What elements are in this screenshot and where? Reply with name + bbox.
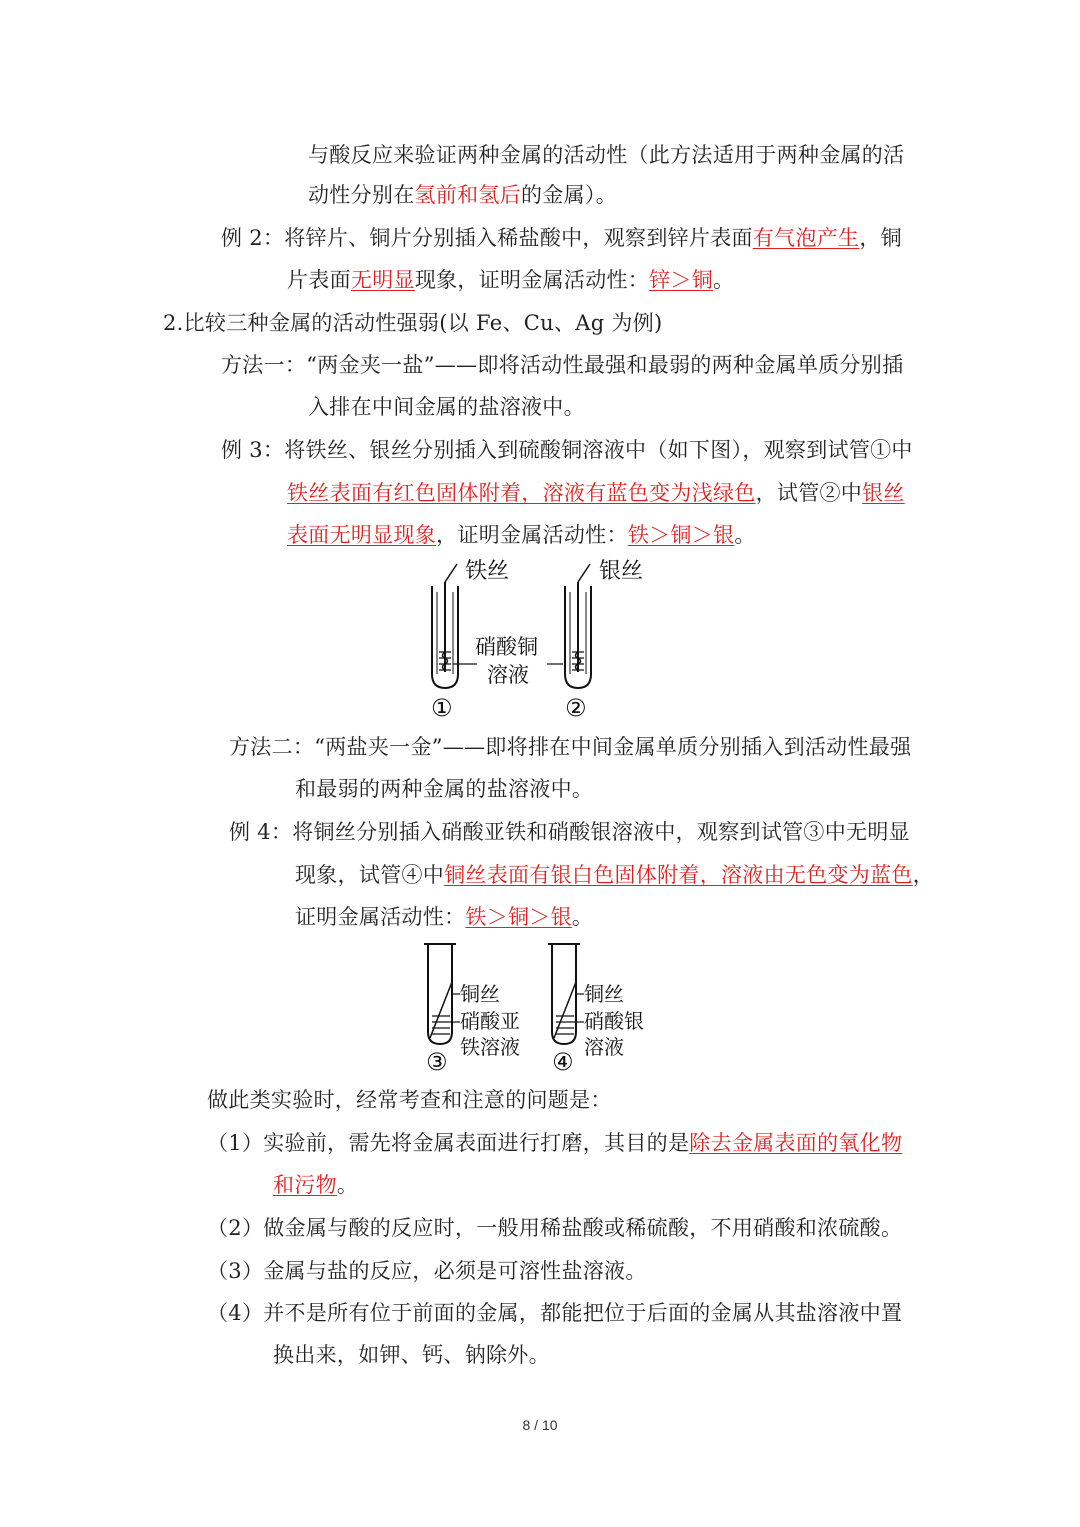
method-line [221,350,903,380]
label-iron-wire: 铁丝 [465,559,510,584]
text-span: 2.比较三种金属的活动性强弱(以 Fe、Cu、Ag 为例) [163,311,663,335]
text-span: ，证明金属活动性： [436,523,628,547]
text-span: 与酸反应来验证两种金属的活动性（此方法适用于两种金属的活 [308,143,905,167]
label-copper-wire: 铜丝 [584,982,624,1006]
text-span: （1）实验前，需先将金属表面进行打磨，其目的是 [207,1131,690,1155]
text-span: 证明金属活动性： [295,905,466,929]
text-line [287,265,734,295]
label-solution: 硝酸铜 [475,635,538,659]
label-solution-4: 硝酸银 [584,1009,644,1033]
example-line [229,817,910,847]
text-line [207,1085,612,1115]
label-tube-2: ② [565,694,587,722]
answer-text: 银丝 [862,481,905,505]
answer-text: 铜丝表面有银白色固体附着，溶液由无色变为蓝色 [444,863,913,887]
label-solution-4: 溶液 [584,1035,624,1059]
text-span: 换出来，如钾、钙、钠除外。 [273,1343,550,1367]
label-tube-3: ③ [426,1048,448,1076]
list-item [207,1128,902,1158]
answer-text: 无明显 [350,268,415,292]
test-tube-1-icon [432,582,458,688]
leader-line [578,564,590,582]
text-span: ， [912,863,935,887]
leader-line [445,564,457,582]
answer-text: 铁丝表面有红色固体附着，溶液有蓝色变为浅绿色 [287,481,756,505]
example-line [221,435,913,465]
label-solution: 溶液 [487,663,529,687]
answer-text: 表面无明显现象 [287,523,437,547]
text-span: 方法一：“两金夹一盐”——即将活动性最强和最弱的两种金属单质分别插 [221,353,904,377]
text-span: 。 [571,905,594,929]
text-span: 例 4：将铜丝分别插入硝酸亚铁和硝酸银溶液中，观察到试管③中无明显 [229,820,910,844]
text-line [295,860,934,890]
method-line [229,732,911,762]
text-line [308,180,617,210]
page-number: 8 / 10 [522,1417,558,1433]
text-span: 入排在中间金属的盐溶液中。 [308,395,585,419]
test-tube-3-icon [424,944,456,1044]
list-item [207,1256,647,1286]
text-span: 例 3：将铁丝、银丝分别插入到硫酸铜溶液中（如下图），观察到试管①中 [221,438,913,462]
answer-text: 除去金属表面的氧化物 [689,1131,903,1155]
text-line [287,520,756,550]
text-span: 的金属）。 [521,183,617,207]
text-span: （2）做金属与酸的反应时，一般用稀盐酸或稀硫酸，不用硝酸和浓硫酸。 [207,1216,903,1240]
text-span: 例 2：将锌片、铜片分别插入稀盐酸中，观察到锌片表面 [221,226,753,250]
figure-test-tubes-2 [418,936,668,1076]
answer-text: 和污物 [273,1173,337,1197]
answer-text: 锌＞铜 [649,268,714,292]
text-span: ，试管②中 [755,481,863,505]
text-span: 现象，证明金属活动性： [414,268,650,292]
label-solution-3: 硝酸亚 [460,1009,520,1033]
text-line [308,140,904,170]
text-line [308,392,585,422]
answer-text: 氢前和氢后 [414,183,521,207]
answer-text: 有气泡产生 [752,226,860,250]
text-line [273,1170,358,1200]
text-span: 和最弱的两种金属的盐溶液中。 [295,777,594,801]
answer-text: 铁＞铜＞银 [627,523,735,547]
text-line [273,1340,550,1370]
text-span: 做此类实验时，经常考查和注意的问题是： [207,1088,612,1112]
text-span: 。 [336,1173,359,1197]
text-span: 。 [734,523,756,547]
example-line [221,223,902,253]
text-line [295,902,593,932]
label-tube-4: ④ [552,1048,574,1076]
list-item [207,1213,902,1243]
label-tube-1: ① [431,694,453,722]
text-span: 动性分别在 [308,183,415,207]
text-span: 片表面 [287,268,351,292]
text-span: 现象，试管④中 [295,863,445,887]
label-solution-3: 铁溶液 [460,1035,520,1059]
text-span: 方法二：“两盐夹一金”——即将排在中间金属单质分别插入到活动性最强 [229,735,912,759]
answer-text: 铁＞铜＞银 [465,905,572,929]
text-span: ，铜 [859,226,902,250]
figure-test-tubes-1 [415,552,655,724]
section-heading [163,308,663,338]
text-line [295,774,593,804]
test-tube-2-icon [565,582,591,688]
test-tube-4-icon [548,944,580,1044]
text-line [287,478,905,508]
text-span: （3）金属与盐的反应，必须是可溶性盐溶液。 [207,1259,647,1283]
label-copper-wire: 铜丝 [460,982,500,1006]
text-span: （4）并不是所有位于前面的金属，都能把位于后面的金属从其盐溶液中置 [207,1301,903,1325]
list-item [207,1298,902,1328]
text-span: 。 [713,268,735,292]
label-silver-wire: 银丝 [599,559,644,584]
